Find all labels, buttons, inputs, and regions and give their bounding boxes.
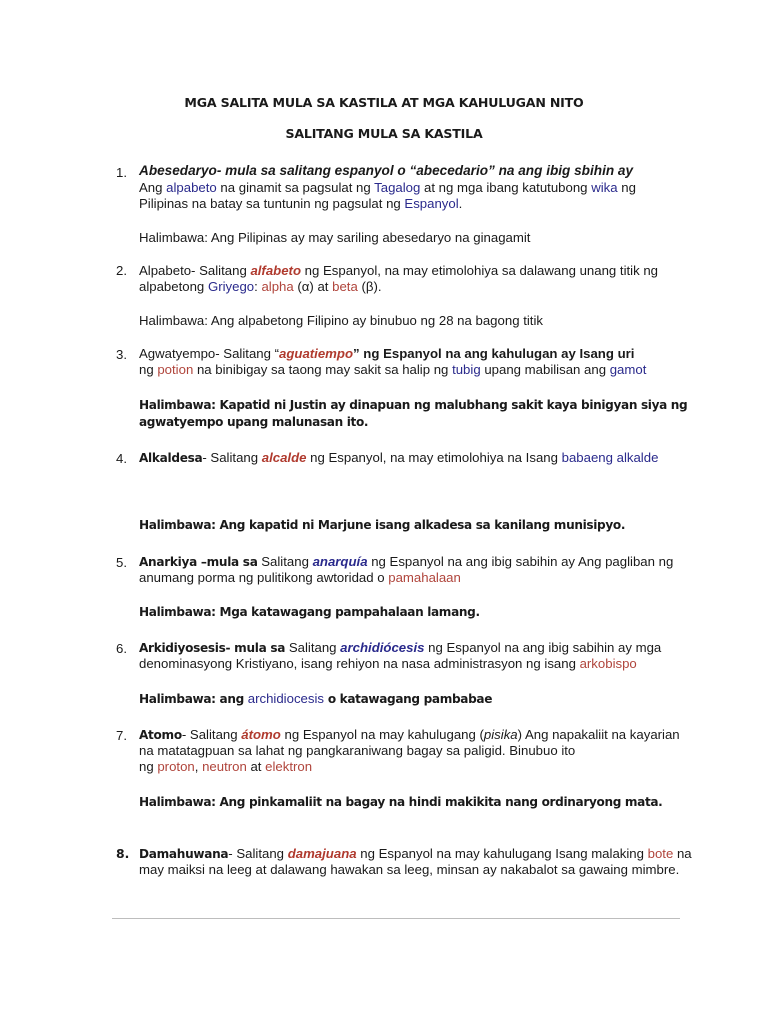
item-line: Ang alpabeto na ginamit sa pagsulat ng Tagalog at ng mga ibang katutubong wika ng bbox=[139, 180, 636, 195]
item-term: Arkidiyosesis- mula sa bbox=[139, 641, 286, 655]
link-babaeng-alkalde[interactable]: babaeng alkalde bbox=[561, 450, 659, 465]
term-damajuana: damajuana bbox=[287, 846, 357, 861]
item-number: 6. bbox=[116, 641, 127, 656]
item-line: Arkidiyosesis- mula sa Salitang archidiócesis ng Espanyol na ang ibig sabihin ay mga bbox=[139, 640, 662, 655]
item-term: Alkaldesa bbox=[139, 451, 203, 465]
link-tubig[interactable]: tubig bbox=[452, 362, 481, 377]
item-line: Atomo- Salitang átomo ng Espanyol na may kahulugang (pisika) Ang napakaliit na kayarian bbox=[139, 727, 680, 742]
link-espanyol[interactable]: Espanyol bbox=[404, 196, 459, 211]
item-line: Damahuwana- Salitang damajuana ng Espanyol na may kahulugang Isang malaking bote na bbox=[139, 846, 692, 861]
item-line: alpabetong Griyego: alpha (α) at beta (β). bbox=[139, 279, 382, 294]
link-alpabeto[interactable]: alpabeto bbox=[166, 180, 217, 195]
document-title: MGA SALITA MULA SA KASTILA AT MGA KAHULUGAN NITO bbox=[184, 95, 584, 110]
link-griyego[interactable]: Griyego bbox=[207, 279, 255, 294]
item-line: Pilipinas na batay sa tuntunin ng pagsulat ng Espanyol. bbox=[139, 196, 463, 211]
item-number: 8. bbox=[116, 846, 130, 861]
item-example: Halimbawa: Ang pinkamaliit na bagay na hindi makikita nang ordinaryong mata. bbox=[139, 795, 663, 809]
item-line: ng potion na binibigay sa taong may sakit sa halip ng tubig upang mabilisan ang gamot bbox=[139, 362, 647, 377]
link-elektron[interactable]: elektron bbox=[265, 759, 313, 774]
item-example: Halimbawa: Mga katawagang pampahalaan lamang. bbox=[139, 605, 480, 619]
link-wika[interactable]: wika bbox=[591, 180, 618, 195]
item-number: 1. bbox=[116, 165, 127, 180]
item-line: anumang porma ng pulitikong awtoridad o pamahalaan bbox=[139, 570, 461, 585]
item-number: 5. bbox=[116, 555, 127, 570]
link-neutron[interactable]: neutron bbox=[202, 759, 247, 774]
item-example-cont: agwatyempo upang malunasan ito. bbox=[139, 415, 369, 429]
item-example: Halimbawa: Ang kapatid ni Marjune isang alkadesa sa kanilang munisipyo. bbox=[139, 518, 626, 532]
item-term: Atomo bbox=[139, 728, 182, 742]
item-number: 7. bbox=[116, 728, 127, 743]
link-archidiocesis[interactable]: archidiocesis bbox=[247, 691, 324, 706]
page-divider bbox=[112, 918, 680, 919]
link-tagalog[interactable]: Tagalog bbox=[374, 180, 421, 195]
item-line: Alpabeto- Salitang alfabeto ng Espanyol, na may etimolohiya sa dalawang unang titik ng bbox=[139, 263, 659, 278]
term-anarquia: anarquía bbox=[312, 554, 368, 569]
link-beta[interactable]: beta bbox=[332, 279, 358, 294]
term-archidiocesis: archidiócesis bbox=[340, 640, 425, 655]
link-potion[interactable]: potion bbox=[157, 362, 194, 377]
item-line: na matatagpuan sa lahat ng pangkaraniwang bagay sa paligid. Binubuo ito bbox=[139, 743, 576, 758]
term-pisika: pisika bbox=[483, 727, 518, 742]
link-gamot[interactable]: gamot bbox=[609, 362, 647, 377]
link-proton[interactable]: proton bbox=[157, 759, 195, 774]
term-aguatiempo: aguatiempo bbox=[279, 346, 354, 361]
link-alpha[interactable]: alpha bbox=[261, 279, 294, 294]
item-number: 2. bbox=[116, 263, 127, 278]
term-atomo: átomo bbox=[241, 727, 281, 742]
item-example: Halimbawa: Kapatid ni Justin ay dinapuan ng malubhang sakit kaya binigyan siya ng bbox=[139, 398, 688, 412]
item-line: Alkaldesa- Salitang alcalde ng Espanyol, na may etimolohiya na Isang babaeng alkalde bbox=[139, 450, 659, 465]
term-alfabeto: alfabeto bbox=[250, 263, 301, 278]
item-line: may maiksi na leeg at dalawang hawakan sa leeg, minsan ay nakabalot sa gawaing mimbre. bbox=[139, 862, 680, 877]
item-line: Anarkiya –mula sa Salitang anarquía ng Espanyol na ang ibig sabihin ay Ang pagliban ng bbox=[139, 554, 674, 569]
item-number: 4. bbox=[116, 451, 127, 466]
item-line: Agwatyempo- Salitang “aguatiempo” ng Espanyol na ang kahulugan ay Isang uri bbox=[139, 346, 635, 361]
item-number: 3. bbox=[116, 347, 127, 362]
term-alcalde: alcalde bbox=[261, 450, 307, 465]
item-line: ng proton, neutron at elektron bbox=[139, 759, 313, 774]
item-term: Anarkiya –mula sa bbox=[139, 555, 258, 569]
item-term-line: Abesedaryo- mula sa salitang espanyol o “abecedario” na ang ibig sbihin ay bbox=[139, 163, 634, 178]
item-example: Halimbawa: ang archidiocesis o katawagang pambabae bbox=[139, 691, 493, 706]
link-pamahalaan[interactable]: pamahalaan bbox=[388, 570, 461, 585]
document-subtitle: SALITANG MULA SA KASTILA bbox=[285, 126, 483, 141]
item-line: denominasyong Kristiyano, isang rehiyon na nasa administrasyon ng isang arkobispo bbox=[139, 656, 637, 671]
item-term: Damahuwana bbox=[139, 847, 229, 861]
link-bote[interactable]: bote bbox=[647, 846, 674, 861]
item-example: Halimbawa: Ang Pilipinas ay may sariling abesedaryo na ginagamit bbox=[139, 230, 531, 245]
item-example: Halimbawa: Ang alpabetong Filipino ay binubuo ng 28 na bagong titik bbox=[139, 313, 543, 328]
link-arkobispo[interactable]: arkobispo bbox=[579, 656, 637, 671]
